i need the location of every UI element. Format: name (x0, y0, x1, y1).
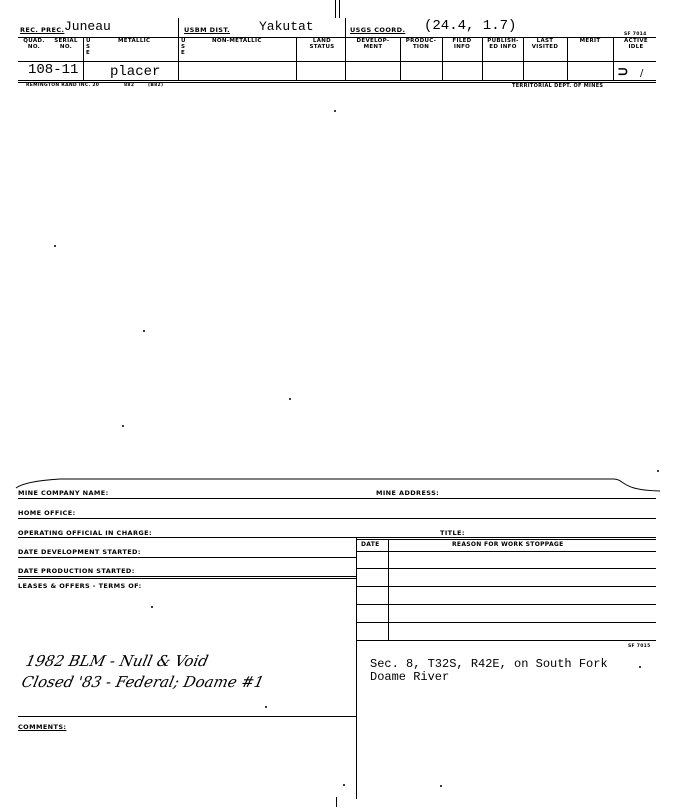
date-production-label: DATE PRODUCTION STARTED: (18, 567, 135, 575)
rule (18, 537, 656, 538)
divider (442, 37, 443, 80)
leases-label: LEASES & OFFERS - TERMS OF: (18, 582, 142, 590)
col-merit: MERIT (579, 38, 601, 44)
rule (356, 551, 656, 552)
col-filed-info: FILED INFO (452, 38, 472, 50)
handwritten-note-line-1: 1982 BLM - Null & Void (24, 652, 210, 670)
speck (334, 110, 336, 112)
mine-company-label: MINE COMPANY NAME: (18, 489, 109, 497)
back-form-number: SF 7015 (628, 644, 651, 649)
rule (18, 37, 656, 38)
divider (83, 37, 84, 80)
rule (18, 576, 356, 577)
col-metallic: METALLIC (118, 38, 151, 44)
rule (18, 498, 656, 499)
divider (613, 37, 614, 80)
department-name: TERRITORIAL DEPT. OF MINES (512, 83, 604, 89)
rule (18, 61, 656, 62)
location-line-1: Sec. 8, T32S, R42E, on South Fork (370, 657, 608, 671)
form-number: SF 7014 (624, 32, 647, 37)
col-active-idle: ACTIVE IDLE (624, 38, 648, 50)
comments-label: COMMENTS: (18, 723, 67, 731)
divider (296, 37, 297, 80)
col-serial-no: SERIAL NO. (54, 38, 78, 50)
record-quad-serial: 108-11 (28, 62, 79, 78)
rule (18, 578, 356, 579)
divider (178, 18, 179, 80)
divider (482, 37, 483, 80)
divider (523, 37, 524, 80)
col-use-marker-2: U S E (181, 38, 186, 56)
speck (54, 245, 56, 247)
location-line-2: Doame River (370, 670, 450, 684)
speck (265, 706, 267, 708)
speck (143, 330, 145, 332)
divider (345, 18, 346, 80)
divider (356, 537, 357, 799)
rule (18, 80, 656, 81)
rule (356, 586, 656, 587)
record-metallic: placer (110, 64, 161, 80)
col-production: PRODUC- TION (405, 38, 437, 50)
divider (388, 540, 389, 640)
col-land-status: LAND STATUS (309, 38, 335, 50)
speck (122, 425, 124, 427)
speck (440, 785, 442, 787)
mine-address-label: MINE ADDRESS: (376, 489, 440, 497)
rule (356, 539, 656, 540)
speck (657, 470, 659, 472)
usbm-dist-value: Yakutat (259, 19, 314, 34)
home-office-label: HOME OFFICE: (18, 509, 76, 517)
divider (400, 37, 401, 80)
speck (343, 784, 345, 786)
usgs-coord-label: USGS COORD. (350, 26, 406, 34)
col-non-metallic: NON-METALLIC (212, 38, 262, 44)
rule (356, 568, 656, 569)
printer-code: 882 (124, 83, 135, 88)
rule (18, 518, 656, 519)
idle-mark: ⊃ (617, 64, 629, 80)
date-development-label: DATE DEVELOPMENT STARTED: (18, 548, 141, 556)
rule (18, 716, 356, 717)
operating-official-label: OPERATING OFFICIAL IN CHARGE: (18, 529, 152, 537)
speck (151, 606, 153, 608)
col-use-marker: U S E (86, 38, 91, 56)
binder-mark (339, 0, 340, 18)
location-description (370, 658, 608, 684)
rule (356, 640, 656, 641)
rec-prec-label: REC. PREC. (20, 26, 65, 34)
rule (18, 557, 356, 558)
title-label: TITLE: (440, 529, 465, 537)
date-column-header: DATE (361, 541, 380, 548)
col-quad-no: QUAD. NO. (23, 38, 45, 50)
card-top-border (14, 474, 662, 498)
printer-credit: REMINGTON RAND INC. 20 (26, 83, 100, 88)
speck (289, 398, 291, 400)
slash-mark: / (640, 68, 644, 79)
speck (639, 666, 641, 668)
usgs-coord-value: (24.4, 1.7) (424, 18, 517, 34)
rule (356, 604, 656, 605)
col-last-visited: LAST VISITED (531, 38, 559, 50)
printer-code-2: (B82) (148, 83, 164, 88)
col-published-info: PUBLISH- ED INFO (487, 38, 519, 50)
reason-column-header: REASON FOR WORK STOPPAGE (452, 541, 564, 548)
col-development: DEVELOP- MENT (356, 38, 390, 50)
binder-mark (336, 797, 337, 807)
rule (356, 622, 656, 623)
rec-prec-value: Juneau (64, 19, 111, 34)
usbm-dist-label: USBM DIST. (184, 26, 231, 34)
handwritten-note-line-2: Closed '83 - Federal; Doame #1 (20, 673, 266, 691)
divider (567, 37, 568, 80)
binder-mark (335, 0, 336, 18)
